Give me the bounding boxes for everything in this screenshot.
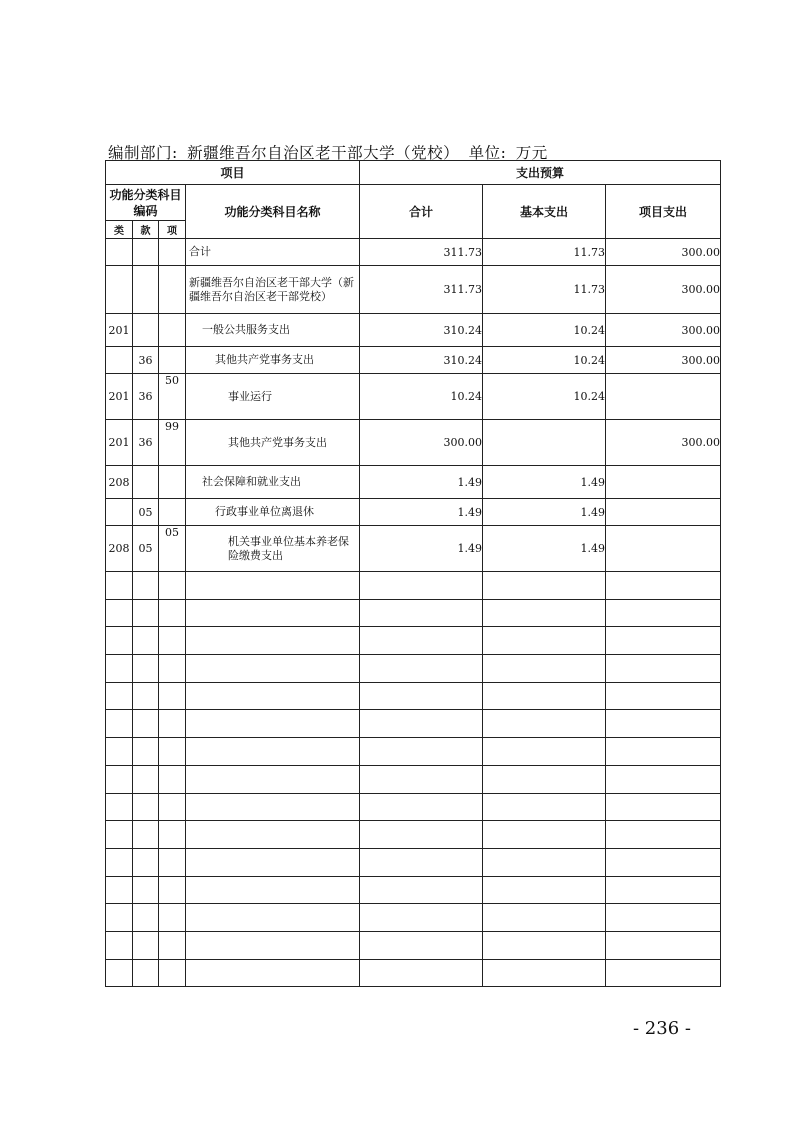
empty-cell: [186, 599, 360, 627]
empty-cell: [606, 904, 721, 932]
empty-cell: [483, 738, 606, 766]
empty-cell: [159, 710, 186, 738]
cell-xiang: 50: [159, 374, 186, 420]
empty-cell: [483, 931, 606, 959]
table-row: [106, 239, 721, 266]
cell-total: 311.73: [360, 239, 483, 266]
cell-basic: 11.73: [483, 239, 606, 266]
cell-basic: [483, 420, 606, 466]
empty-cell: [133, 904, 159, 932]
empty-cell: [483, 627, 606, 655]
empty-row: [106, 765, 721, 793]
project-header: 项目支出: [606, 185, 721, 239]
cell-basic: 10.24: [483, 347, 606, 374]
empty-cell: [606, 572, 721, 600]
empty-cell: [186, 738, 360, 766]
empty-cell: [106, 627, 133, 655]
cell-lei: [106, 266, 133, 314]
cell-name: 社会保障和就业支出: [186, 466, 360, 499]
empty-cell: [133, 655, 159, 683]
empty-cell: [360, 821, 483, 849]
empty-cell: [360, 848, 483, 876]
empty-cell: [106, 765, 133, 793]
cell-kuan: [133, 266, 159, 314]
group-project-header: 项目: [106, 161, 360, 185]
empty-cell: [159, 627, 186, 655]
empty-cell: [133, 738, 159, 766]
cell-name: 其他共产党事务支出: [186, 420, 360, 466]
empty-cell: [133, 710, 159, 738]
empty-cell: [360, 959, 483, 987]
header-row-columns: [106, 185, 721, 221]
empty-cell: [186, 765, 360, 793]
cell-total: 1.49: [360, 526, 483, 572]
cell-name: 其他共产党事务支出: [186, 347, 360, 374]
empty-cell: [606, 765, 721, 793]
empty-row: [106, 848, 721, 876]
empty-cell: [186, 848, 360, 876]
cell-lei: 201: [106, 314, 133, 347]
cell-xiang: [159, 499, 186, 526]
empty-cell: [360, 738, 483, 766]
empty-cell: [106, 572, 133, 600]
empty-cell: [106, 931, 133, 959]
empty-cell: [106, 876, 133, 904]
total-header: 合计: [360, 185, 483, 239]
empty-cell: [186, 655, 360, 683]
empty-cell: [159, 821, 186, 849]
cell-xiang: [159, 314, 186, 347]
cell-name: 合计: [186, 239, 360, 266]
empty-cell: [360, 710, 483, 738]
empty-cell: [159, 793, 186, 821]
empty-cell: [106, 682, 133, 710]
cell-total: 310.24: [360, 347, 483, 374]
empty-cell: [360, 765, 483, 793]
empty-cell: [133, 599, 159, 627]
empty-cell: [106, 738, 133, 766]
empty-row: [106, 655, 721, 683]
cell-total: 1.49: [360, 499, 483, 526]
cell-basic: 1.49: [483, 466, 606, 499]
cell-lei: 208: [106, 466, 133, 499]
unit-label: 单位:: [468, 144, 507, 162]
empty-row: [106, 710, 721, 738]
empty-cell: [106, 848, 133, 876]
xiang-header: 项: [159, 221, 186, 239]
empty-cell: [159, 738, 186, 766]
empty-row: [106, 627, 721, 655]
empty-cell: [133, 848, 159, 876]
cell-lei: [106, 499, 133, 526]
empty-cell: [186, 572, 360, 600]
empty-cell: [159, 904, 186, 932]
page-number: - 236 -: [633, 1018, 691, 1039]
table-row: [106, 374, 721, 420]
empty-cell: [106, 655, 133, 683]
empty-cell: [159, 876, 186, 904]
cell-name: 新疆维吾尔自治区老干部大学（新疆维吾尔自治区老干部党校）: [186, 266, 360, 314]
cell-project: 300.00: [606, 347, 721, 374]
empty-cell: [483, 572, 606, 600]
cell-xiang: 99: [159, 420, 186, 466]
cell-xiang: [159, 466, 186, 499]
lei-header: 类: [106, 221, 133, 239]
dept-name: 新疆维吾尔自治区老干部大学（党校）: [187, 144, 460, 162]
empty-row: [106, 572, 721, 600]
empty-cell: [186, 821, 360, 849]
empty-cell: [483, 959, 606, 987]
empty-cell: [360, 682, 483, 710]
table-row: [106, 499, 721, 526]
empty-cell: [133, 682, 159, 710]
cell-xiang: [159, 266, 186, 314]
cell-project: [606, 466, 721, 499]
group-budget-header: 支出预算: [360, 161, 721, 185]
empty-cell: [159, 848, 186, 876]
empty-row: [106, 793, 721, 821]
empty-cell: [186, 904, 360, 932]
empty-cell: [360, 904, 483, 932]
cell-kuan: 05: [133, 499, 159, 526]
code-header: 功能分类科目编码: [106, 185, 186, 221]
header-row-groups: [106, 161, 721, 185]
cell-name: 行政事业单位离退休: [186, 499, 360, 526]
table-row: [106, 466, 721, 499]
empty-cell: [106, 710, 133, 738]
empty-cell: [606, 848, 721, 876]
empty-cell: [360, 599, 483, 627]
cell-basic: 1.49: [483, 526, 606, 572]
cell-basic: 11.73: [483, 266, 606, 314]
cell-total: 311.73: [360, 266, 483, 314]
cell-lei: [106, 347, 133, 374]
empty-cell: [606, 821, 721, 849]
kuan-header: 款: [133, 221, 159, 239]
empty-cell: [483, 599, 606, 627]
table-body: [106, 239, 721, 987]
empty-cell: [106, 793, 133, 821]
cell-name: 机关事业单位基本养老保险缴费支出: [186, 526, 360, 572]
basic-header: 基本支出: [483, 185, 606, 239]
empty-row: [106, 682, 721, 710]
empty-cell: [606, 959, 721, 987]
cell-kuan: [133, 466, 159, 499]
cell-lei: [106, 239, 133, 266]
cell-name: 事业运行: [186, 374, 360, 420]
empty-cell: [159, 765, 186, 793]
empty-cell: [606, 931, 721, 959]
empty-cell: [106, 904, 133, 932]
empty-cell: [133, 765, 159, 793]
empty-cell: [106, 821, 133, 849]
cell-basic: 10.24: [483, 374, 606, 420]
empty-cell: [360, 793, 483, 821]
empty-cell: [360, 655, 483, 683]
empty-cell: [360, 931, 483, 959]
empty-cell: [483, 655, 606, 683]
cell-xiang: 05: [159, 526, 186, 572]
empty-row: [106, 876, 721, 904]
empty-cell: [186, 710, 360, 738]
cell-kuan: 36: [133, 374, 159, 420]
cell-basic: 1.49: [483, 499, 606, 526]
empty-cell: [606, 793, 721, 821]
name-header: 功能分类科目名称: [186, 185, 360, 239]
cell-project: 300.00: [606, 239, 721, 266]
cell-total: 1.49: [360, 466, 483, 499]
empty-row: [106, 904, 721, 932]
cell-kuan: 36: [133, 347, 159, 374]
empty-cell: [483, 793, 606, 821]
empty-cell: [360, 572, 483, 600]
cell-name: 一般公共服务支出: [186, 314, 360, 347]
empty-cell: [483, 682, 606, 710]
empty-row: [106, 959, 721, 987]
dept-label: 编制部门:: [108, 144, 178, 162]
empty-cell: [186, 876, 360, 904]
cell-lei: 201: [106, 420, 133, 466]
empty-cell: [606, 738, 721, 766]
cell-project: [606, 374, 721, 420]
cell-kuan: 05: [133, 526, 159, 572]
empty-row: [106, 599, 721, 627]
empty-cell: [186, 682, 360, 710]
empty-row: [106, 821, 721, 849]
empty-cell: [483, 848, 606, 876]
table-row: [106, 526, 721, 572]
table-row: [106, 266, 721, 314]
empty-cell: [133, 876, 159, 904]
cell-kuan: 36: [133, 420, 159, 466]
empty-cell: [106, 959, 133, 987]
cell-kuan: [133, 239, 159, 266]
empty-cell: [133, 572, 159, 600]
empty-cell: [483, 710, 606, 738]
empty-cell: [483, 821, 606, 849]
empty-cell: [159, 572, 186, 600]
empty-cell: [360, 627, 483, 655]
empty-cell: [159, 655, 186, 683]
cell-total: 300.00: [360, 420, 483, 466]
empty-cell: [606, 682, 721, 710]
empty-cell: [133, 959, 159, 987]
empty-cell: [133, 627, 159, 655]
empty-cell: [186, 793, 360, 821]
empty-row: [106, 931, 721, 959]
empty-cell: [133, 821, 159, 849]
empty-row: [106, 738, 721, 766]
cell-xiang: [159, 347, 186, 374]
empty-cell: [606, 710, 721, 738]
empty-cell: [106, 599, 133, 627]
cell-project: [606, 499, 721, 526]
cell-project: 300.00: [606, 420, 721, 466]
empty-cell: [186, 931, 360, 959]
cell-total: 10.24: [360, 374, 483, 420]
empty-cell: [606, 876, 721, 904]
cell-project: 300.00: [606, 266, 721, 314]
table-row: [106, 347, 721, 374]
empty-cell: [186, 627, 360, 655]
empty-cell: [606, 599, 721, 627]
empty-cell: [159, 931, 186, 959]
empty-cell: [159, 959, 186, 987]
budget-table: [105, 160, 721, 987]
empty-cell: [483, 765, 606, 793]
empty-cell: [133, 793, 159, 821]
empty-cell: [159, 599, 186, 627]
empty-cell: [360, 876, 483, 904]
table-row: [106, 314, 721, 347]
empty-cell: [483, 876, 606, 904]
empty-cell: [483, 904, 606, 932]
cell-kuan: [133, 314, 159, 347]
table-row: [106, 420, 721, 466]
cell-basic: 10.24: [483, 314, 606, 347]
cell-lei: 201: [106, 374, 133, 420]
empty-cell: [133, 931, 159, 959]
cell-lei: 208: [106, 526, 133, 572]
empty-cell: [159, 682, 186, 710]
empty-cell: [606, 655, 721, 683]
empty-cell: [186, 959, 360, 987]
cell-xiang: [159, 239, 186, 266]
cell-project: [606, 526, 721, 572]
empty-cell: [606, 627, 721, 655]
cell-total: 310.24: [360, 314, 483, 347]
cell-project: 300.00: [606, 314, 721, 347]
unit-value: 万元: [515, 144, 548, 162]
